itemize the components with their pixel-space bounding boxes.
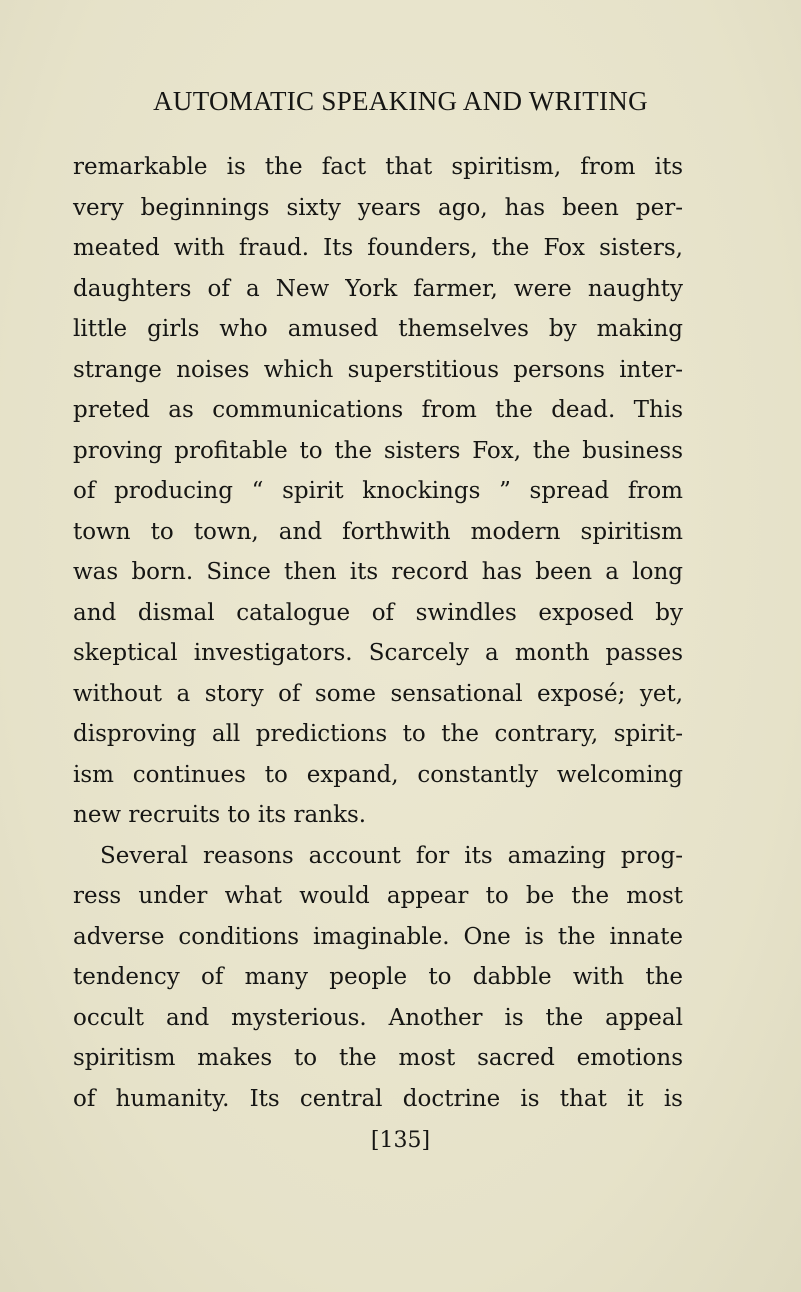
text-line: Several reasons account for its amazing prog- [100,842,683,869]
text-line: town to town, and forthwith modern spiritism [73,518,683,545]
folio-close-bracket: ] [421,1128,431,1153]
text-line: skeptical investigators. Scarcely a month passes [73,640,683,666]
body-text [73,147,683,1119]
text-line: spiritism makes to the most sacred emotions [73,1045,683,1071]
text-line: adverse conditions imaginable. One is the innate [73,923,683,950]
text-line: was born. Since then its record has been a long [73,559,683,585]
text-line: of producing “ spirit knockings ” spread from [73,478,683,504]
text-line: strange noises which superstitious persons inter- [73,356,683,383]
text-line: little girls who amused themselves by making [73,316,683,342]
text-line: preted as communications from the dead. This [73,397,683,423]
text-line: tendency of many people to dabble with the [73,964,683,990]
text-line: remarkable is the fact that spiritism, from its [73,154,683,180]
folio-open-bracket: [ [370,1128,380,1153]
page-number [0,1125,801,1157]
text-line: ism continues to expand, constantly welcoming [73,761,683,788]
text-line: new recruits to its ranks. [73,802,367,828]
text-line: daughters of a New York farmer, were naughty [73,275,683,302]
text-line: meated with fraud. Its founders, the Fox sisters, [73,235,683,261]
text-line: proving profitable to the sisters Fox, the business [73,437,683,464]
running-head: AUTOMATIC SPEAKING AND WRITING [153,86,648,116]
text-line: disproving all predictions to the contrary, spirit- [73,721,683,747]
text-line: and dismal catalogue of swindles exposed by [73,599,683,626]
text-line: very beginnings sixty years ago, has been per- [73,194,683,221]
paragraph-2 [73,836,683,1120]
text-line: ress under what would appear to be the most [73,883,683,909]
folio-number: 135 [379,1128,422,1153]
text-line: of humanity. Its central doctrine is that it is [73,1085,683,1112]
text-line: occult and mysterious. Another is the appeal [73,1004,683,1031]
paragraph-1 [73,147,683,836]
text-line: without a story of some sensational exposé; yet, [73,680,683,707]
